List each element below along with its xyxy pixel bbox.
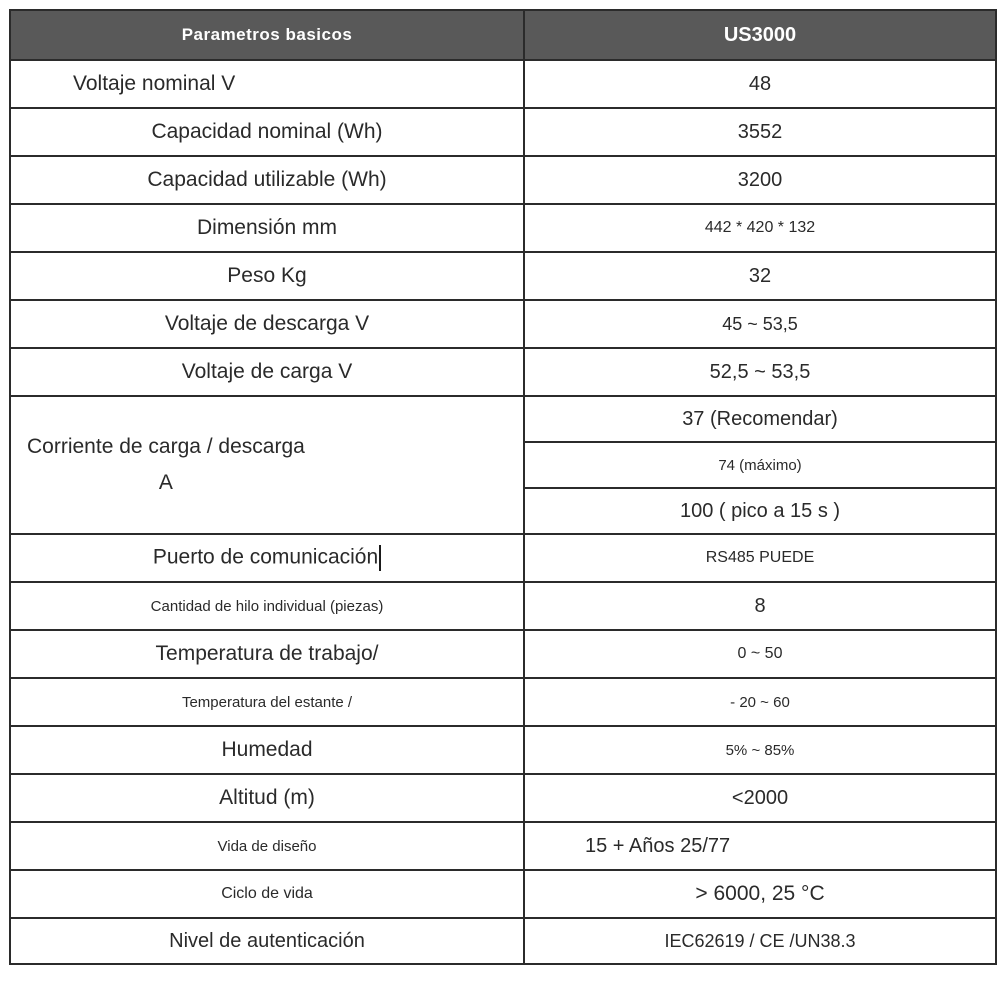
param-value: 5% ~ 85%	[524, 726, 996, 774]
param-label: Puerto de comunicación	[152, 545, 379, 569]
param-value: 74 (máximo)	[524, 442, 996, 488]
param-value: > 6000, 25 °C	[524, 870, 996, 918]
spec-row-capacidad-utilizable	[10, 156, 996, 204]
param-label: Voltaje de descarga V	[10, 300, 524, 348]
spec-row-nivel-autenticacion	[10, 918, 996, 964]
corriente-label-line2: A	[158, 471, 173, 494]
param-label: Humedad	[10, 726, 524, 774]
param-value: 48	[524, 60, 996, 108]
param-value: 3200	[524, 156, 996, 204]
param-value: 45 ~ 53,5	[524, 300, 996, 348]
corriente-label	[27, 429, 305, 501]
spec-row-voltaje-carga	[10, 348, 996, 396]
param-label: Vida de diseño	[10, 822, 524, 870]
spec-row-corriente	[10, 396, 996, 442]
param-label-multiline	[10, 396, 524, 534]
spec-row-cantidad-hilo	[10, 582, 996, 630]
spec-row-altitud	[10, 774, 996, 822]
param-value: 100 ( pico a 15 s )	[524, 488, 996, 534]
param-value: 32	[524, 252, 996, 300]
spec-row-capacidad-nominal	[10, 108, 996, 156]
param-value: IEC62619 / CE /UN38.3	[524, 918, 996, 964]
spec-row-temp-trabajo	[10, 630, 996, 678]
param-value: <2000	[524, 774, 996, 822]
param-label: Peso Kg	[10, 252, 524, 300]
header-row	[10, 10, 996, 60]
spec-table	[9, 9, 997, 965]
param-label: Capacidad nominal (Wh)	[10, 108, 524, 156]
param-label: Temperatura de trabajo/	[10, 630, 524, 678]
param-label: Voltaje nominal V	[10, 60, 524, 108]
param-value: 15 + Años 25/77	[524, 822, 996, 870]
param-value: RS485 PUEDE	[524, 534, 996, 582]
param-value: 3552	[524, 108, 996, 156]
corriente-label-line1: Corriente de carga / descarga	[27, 435, 305, 458]
param-value: 442 * 420 * 132	[524, 204, 996, 252]
param-value: 8	[524, 582, 996, 630]
param-label: Ciclo de vida	[10, 870, 524, 918]
spec-row-voltaje-nominal	[10, 60, 996, 108]
header-param-cell: Parametros basicos	[10, 10, 524, 60]
param-value: 0 ~ 50	[524, 630, 996, 678]
param-label-with-cursor	[10, 534, 524, 582]
param-label: Voltaje de carga V	[10, 348, 524, 396]
header-model-cell: US3000	[524, 10, 996, 60]
param-label: Nivel de autenticación	[10, 918, 524, 964]
spec-row-temp-estante	[10, 678, 996, 726]
text-cursor	[379, 545, 381, 571]
spec-row-humedad	[10, 726, 996, 774]
param-value: 52,5 ~ 53,5	[524, 348, 996, 396]
param-label: Temperatura del estante /	[10, 678, 524, 726]
spec-row-puerto	[10, 534, 996, 582]
param-label: Capacidad utilizable (Wh)	[10, 156, 524, 204]
spec-row-ciclo-vida	[10, 870, 996, 918]
spec-row-peso	[10, 252, 996, 300]
spec-row-vida-diseno	[10, 822, 996, 870]
param-value: - 20 ~ 60	[524, 678, 996, 726]
spec-row-voltaje-descarga	[10, 300, 996, 348]
spec-row-dimension	[10, 204, 996, 252]
param-label: Altitud (m)	[10, 774, 524, 822]
param-value: 37 (Recomendar)	[524, 396, 996, 442]
param-label: Cantidad de hilo individual (piezas)	[10, 582, 524, 630]
param-label: Dimensión mm	[10, 204, 524, 252]
